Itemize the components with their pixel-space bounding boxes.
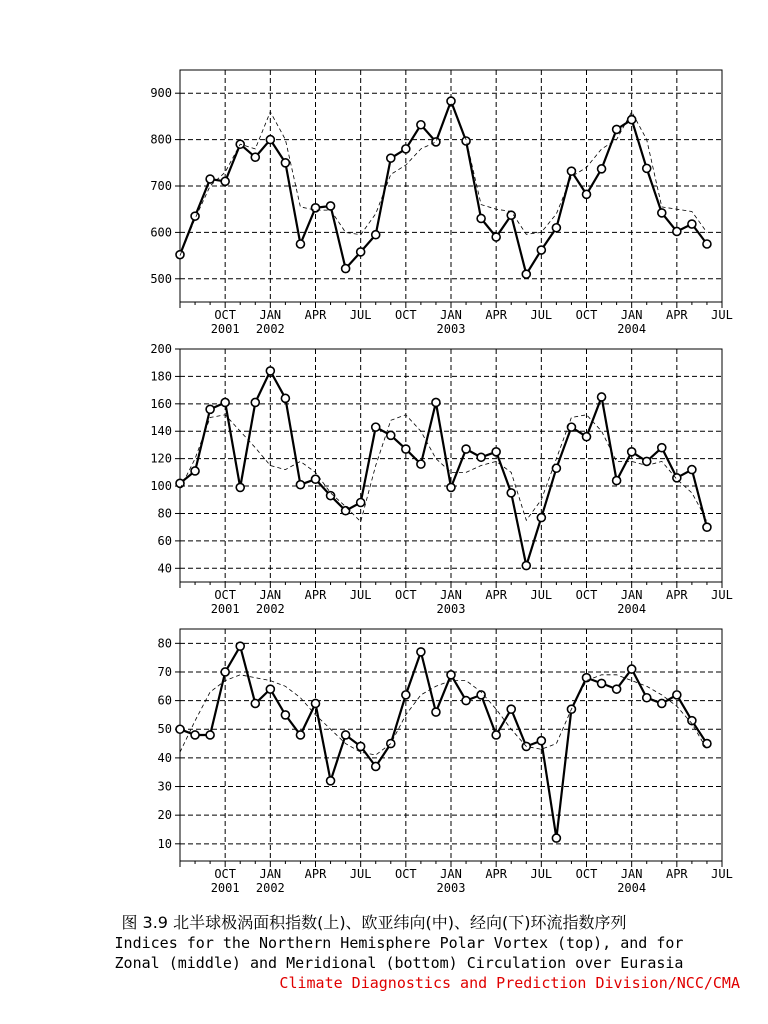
y-tick-label: 160 — [150, 396, 172, 411]
data-point — [281, 394, 289, 402]
x-tick-label-month: JUL — [711, 308, 733, 322]
x-tick-label-month: APR — [304, 588, 327, 602]
y-tick-label: 180 — [150, 369, 172, 384]
data-point — [658, 699, 666, 707]
y-tick-label: 700 — [150, 179, 172, 193]
data-point — [628, 448, 636, 456]
x-tick-label-month: OCT — [575, 588, 598, 602]
data-point — [447, 483, 455, 491]
x-tick-label-month: OCT — [575, 308, 598, 322]
data-point — [598, 165, 606, 173]
y-tick-label: 30 — [157, 779, 172, 794]
x-tick-label-year: 2002 — [255, 602, 285, 616]
x-tick-label-month: APR — [485, 588, 508, 602]
series-line-solid — [180, 646, 707, 838]
x-tick-label-month: JAN — [620, 588, 643, 602]
x-tick-label-year: 2001 — [210, 602, 240, 616]
data-point — [342, 507, 350, 515]
data-point — [432, 138, 440, 146]
data-point — [583, 674, 591, 682]
data-point — [613, 477, 621, 485]
y-tick-label: 800 — [150, 132, 172, 147]
data-point — [387, 740, 395, 748]
data-point — [583, 433, 591, 441]
data-point — [372, 762, 380, 770]
data-point — [312, 204, 320, 212]
x-tick-label-month: APR — [304, 867, 327, 881]
data-point — [387, 154, 395, 162]
x-tick-label-month: JUL — [349, 867, 372, 881]
data-point — [266, 367, 274, 375]
x-tick-label-month: JAN — [259, 867, 282, 881]
data-point — [432, 398, 440, 406]
data-point — [492, 448, 500, 456]
x-tick-label-year: 2003 — [436, 322, 466, 336]
y-tick-label: 60 — [157, 533, 172, 548]
data-point — [236, 642, 244, 650]
data-point — [191, 467, 199, 475]
data-point — [598, 393, 606, 401]
data-point — [673, 474, 681, 482]
data-point — [251, 398, 259, 406]
data-point — [673, 691, 681, 699]
series-line-dashed — [180, 415, 707, 522]
x-tick-label-month: JAN — [259, 588, 282, 602]
x-tick-label-month: JUL — [711, 588, 733, 602]
x-tick-label-month: JAN — [620, 308, 643, 322]
data-point — [221, 398, 229, 406]
data-point — [567, 167, 575, 175]
data-point — [477, 453, 485, 461]
data-point — [447, 97, 455, 105]
data-point — [643, 694, 651, 702]
x-tick-label-month: OCT — [214, 588, 237, 602]
data-point — [598, 679, 606, 687]
data-point — [206, 175, 214, 183]
x-tick-label-month: JUL — [349, 588, 372, 602]
data-point — [402, 145, 410, 153]
y-tick-label: 500 — [150, 271, 172, 286]
data-point — [552, 224, 560, 232]
meridional-circulation-panel — [158, 629, 733, 895]
data-point — [537, 246, 545, 254]
credit-line: Climate Diagnostics and Prediction Division/NCC/CMA — [279, 974, 740, 992]
x-tick-label-month: OCT — [394, 308, 417, 322]
data-point — [643, 457, 651, 465]
x-tick-label-month: JUL — [530, 867, 553, 881]
data-point — [312, 699, 320, 707]
y-tick-label: 140 — [150, 424, 172, 439]
data-point — [537, 737, 545, 745]
data-point — [583, 190, 591, 198]
x-tick-label-year: 2002 — [255, 881, 285, 895]
data-point — [432, 708, 440, 716]
data-point — [522, 562, 530, 570]
data-point — [643, 164, 651, 172]
y-tick-label: 200 — [150, 342, 172, 356]
x-tick-label-year: 2004 — [617, 322, 647, 336]
data-point — [688, 466, 696, 474]
data-point — [462, 137, 470, 145]
y-tick-label: 40 — [157, 561, 172, 576]
data-point — [206, 731, 214, 739]
y-tick-label: 70 — [157, 664, 172, 679]
data-point — [417, 648, 425, 656]
data-point — [703, 740, 711, 748]
y-tick-label: 120 — [150, 451, 172, 466]
y-tick-label: 50 — [157, 722, 172, 737]
data-point — [507, 705, 515, 713]
x-tick-label-month: OCT — [575, 867, 598, 881]
data-point — [327, 202, 335, 210]
data-point — [522, 270, 530, 278]
data-point — [688, 220, 696, 228]
x-tick-label-month: JAN — [440, 308, 462, 322]
zonal-circulation-panel — [150, 342, 733, 616]
data-point — [206, 405, 214, 413]
data-point — [191, 731, 199, 739]
x-tick-label-month: OCT — [394, 867, 417, 881]
data-point — [251, 153, 259, 161]
data-point — [703, 240, 711, 248]
x-tick-label-year: 2004 — [617, 602, 647, 616]
data-point — [417, 460, 425, 468]
y-tick-label: 600 — [150, 225, 172, 240]
x-tick-label-year: 2003 — [436, 602, 466, 616]
data-point — [492, 233, 500, 241]
x-tick-label-month: JAN — [440, 867, 462, 881]
data-point — [462, 445, 470, 453]
x-tick-label-month: APR — [665, 588, 688, 602]
data-point — [266, 685, 274, 693]
data-point — [357, 499, 365, 507]
x-tick-label-month: OCT — [394, 588, 417, 602]
y-tick-label: 900 — [150, 86, 172, 101]
data-point — [176, 479, 184, 487]
caption-english-line-1: Indices for the Northern Hemisphere Polar Vortex (top), and for — [114, 934, 684, 952]
data-point — [372, 231, 380, 239]
data-point — [658, 444, 666, 452]
data-point — [221, 177, 229, 185]
x-tick-label-month: APR — [665, 867, 688, 881]
y-tick-label: 60 — [157, 693, 172, 708]
y-tick-label: 40 — [157, 750, 172, 765]
x-tick-label-month: JAN — [440, 588, 462, 602]
data-point — [327, 777, 335, 785]
x-tick-label-month: OCT — [214, 867, 237, 881]
data-point — [236, 483, 244, 491]
series-line-dashed — [180, 675, 707, 755]
x-tick-label-month: OCT — [214, 308, 237, 322]
x-tick-label-year: 2001 — [210, 322, 240, 336]
data-point — [537, 514, 545, 522]
polar-vortex-panel — [150, 70, 733, 336]
data-point — [552, 834, 560, 842]
x-tick-label-month: APR — [485, 308, 508, 322]
data-point — [387, 431, 395, 439]
data-point — [357, 742, 365, 750]
data-point — [251, 699, 259, 707]
y-tick-label: 100 — [150, 479, 172, 494]
series-line-solid — [180, 101, 707, 274]
x-tick-label-month: JAN — [620, 867, 643, 881]
data-point — [613, 125, 621, 133]
data-point — [658, 209, 666, 217]
x-tick-label-month: APR — [665, 308, 688, 322]
data-point — [462, 697, 470, 705]
data-point — [477, 214, 485, 222]
x-tick-label-month: JUL — [349, 308, 372, 322]
data-point — [342, 731, 350, 739]
data-point — [402, 691, 410, 699]
x-tick-label-month: JUL — [711, 867, 733, 881]
data-point — [628, 665, 636, 673]
series-line-dashed — [180, 103, 707, 256]
data-point — [281, 159, 289, 167]
y-tick-label: 20 — [157, 808, 172, 823]
data-point — [357, 248, 365, 256]
y-tick-label: 10 — [157, 836, 172, 851]
x-tick-label-month: APR — [485, 867, 508, 881]
data-point — [296, 481, 304, 489]
data-point — [296, 240, 304, 248]
data-point — [372, 423, 380, 431]
y-tick-label: 80 — [157, 506, 172, 521]
data-point — [176, 725, 184, 733]
data-point — [281, 711, 289, 719]
y-tick-label: 80 — [157, 636, 172, 651]
data-point — [673, 227, 681, 235]
x-tick-label-year: 2004 — [617, 881, 647, 895]
x-tick-label-year: 2001 — [210, 881, 240, 895]
x-tick-label-month: JUL — [530, 588, 553, 602]
x-tick-label-month: JAN — [259, 308, 282, 322]
data-point — [613, 685, 621, 693]
x-tick-label-month: JUL — [530, 308, 553, 322]
data-point — [447, 671, 455, 679]
data-point — [296, 731, 304, 739]
x-tick-label-month: APR — [304, 308, 327, 322]
data-point — [507, 489, 515, 497]
data-point — [342, 265, 350, 273]
caption-english-line-2: Zonal (middle) and Meridional (bottom) Circulation over Eurasia — [114, 954, 684, 972]
x-tick-label-year: 2003 — [436, 881, 466, 895]
data-point — [266, 136, 274, 144]
caption-chinese: 图 3.9 北半球极涡面积指数(上)、欧亚纬向(中)、经向(下)环流指数序列 — [121, 913, 627, 932]
data-point — [417, 121, 425, 129]
data-point — [703, 523, 711, 531]
data-point — [221, 668, 229, 676]
data-point — [492, 731, 500, 739]
data-point — [402, 445, 410, 453]
x-tick-label-year: 2002 — [255, 322, 285, 336]
